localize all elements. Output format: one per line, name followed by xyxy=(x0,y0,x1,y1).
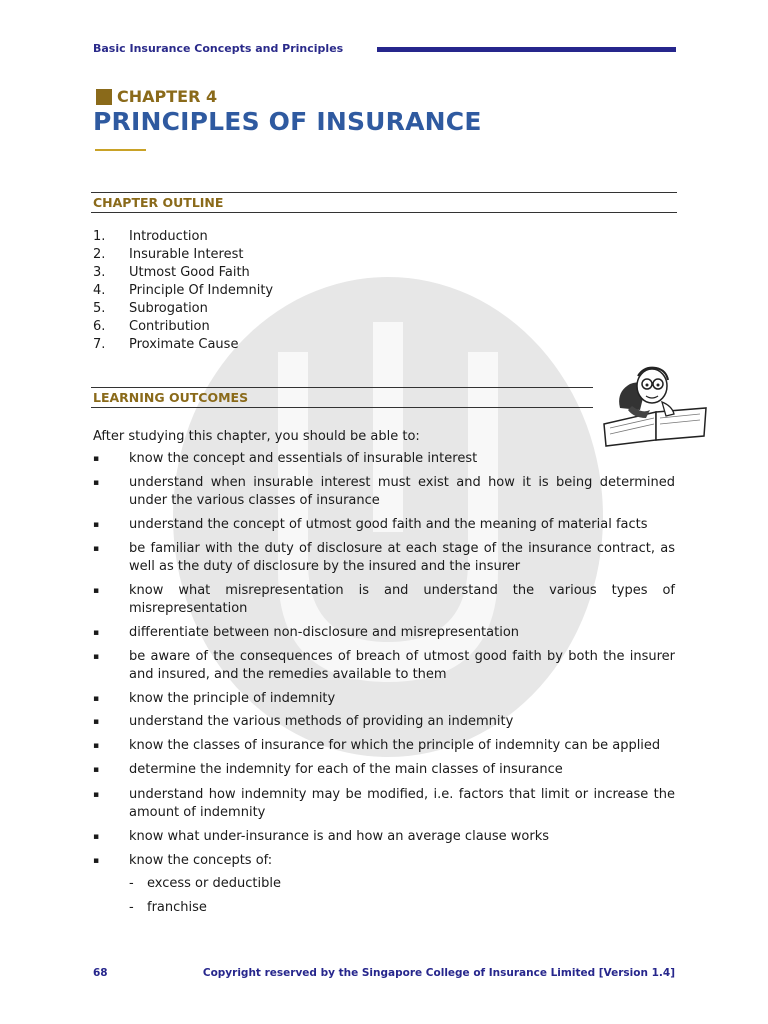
outcomes-top-rule xyxy=(91,387,593,388)
outcome-text: understand the various methods of providing an indemnity xyxy=(129,714,514,729)
bullet-icon: ▪ xyxy=(93,478,100,488)
outline-bottom-rule xyxy=(91,212,677,213)
outcome-text: understand how indemnity may be modified, i.e. factors that limit or increase the amount of indemnity xyxy=(129,787,675,820)
sub-item-text: excess or deductible xyxy=(147,876,281,891)
outcomes-heading: LEARNING OUTCOMES xyxy=(93,390,249,405)
outline-number: 2. xyxy=(93,247,106,262)
bullet-icon: ▪ xyxy=(93,652,100,662)
bullet-icon: ▪ xyxy=(93,717,100,727)
chapter-label: CHAPTER 4 xyxy=(117,87,218,106)
bullet-icon: ▪ xyxy=(93,856,100,866)
outline-item: Proximate Cause xyxy=(129,337,239,352)
copyright-notice: Copyright reserved by the Singapore College of Insurance Limited [Version 1.4] xyxy=(202,967,675,979)
chapter-title: PRINCIPLES OF INSURANCE xyxy=(93,107,482,136)
outline-item: Utmost Good Faith xyxy=(129,265,250,280)
outcome-text: understand the concept of utmost good faith and the meaning of material facts xyxy=(129,517,648,532)
page-number: 68 xyxy=(93,967,108,979)
outcome-text: know the concepts of: xyxy=(129,853,273,868)
bullet-icon: ▪ xyxy=(93,741,100,751)
reading-professor-illustration xyxy=(600,362,710,448)
outcome-text: know the classes of insurance for which the principle of indemnity can be applied xyxy=(129,738,661,753)
outline-number: 4. xyxy=(93,283,106,298)
outcome-text: know what misrepresentation is and understand the various types of misrepresentation xyxy=(129,583,675,616)
outcome-text: know what under-insurance is and how an average clause works xyxy=(129,829,550,844)
outcomes-intro: After studying this chapter, you should be able to: xyxy=(93,429,420,444)
dash-marker: - xyxy=(129,876,134,891)
outline-number: 3. xyxy=(93,265,106,280)
outline-number: 1. xyxy=(93,229,106,244)
outcome-text: be familiar with the duty of disclosure at each stage of the insurance contract, as well as the duty of disclosure by the insured and the insurer xyxy=(129,541,675,574)
running-header: Basic Insurance Concepts and Principles xyxy=(93,42,344,55)
bullet-icon: ▪ xyxy=(93,694,100,704)
bullet-icon: ▪ xyxy=(93,454,100,464)
chapter-square-icon xyxy=(96,89,112,105)
bullet-icon: ▪ xyxy=(93,520,100,530)
outline-heading: CHAPTER OUTLINE xyxy=(93,195,224,210)
bullet-icon: ▪ xyxy=(93,765,100,775)
outcome-text: know the concept and essentials of insurable interest xyxy=(129,451,478,466)
outcome-text: know the principle of indemnity xyxy=(129,691,336,706)
outline-number: 6. xyxy=(93,319,106,334)
outcome-text: differentiate between non-disclosure and misrepresentation xyxy=(129,625,520,640)
outline-item: Principle Of Indemnity xyxy=(129,283,274,298)
sub-item-text: franchise xyxy=(147,900,207,915)
bullet-icon: ▪ xyxy=(93,628,100,638)
outcome-text: be aware of the consequences of breach of utmost good faith by both the insurer and insured, and the remedies available to them xyxy=(129,649,675,682)
outline-number: 5. xyxy=(93,301,106,316)
title-underline xyxy=(95,149,146,151)
dash-marker: - xyxy=(129,900,134,915)
bullet-icon: ▪ xyxy=(93,790,100,800)
bullet-icon: ▪ xyxy=(93,832,100,842)
outline-top-rule xyxy=(91,192,677,193)
outline-item: Contribution xyxy=(129,319,210,334)
bullet-icon: ▪ xyxy=(93,586,100,596)
outline-item: Subrogation xyxy=(129,301,208,316)
outcome-text: determine the indemnity for each of the main classes of insurance xyxy=(129,762,563,777)
header-rule xyxy=(377,47,676,52)
outline-item: Insurable Interest xyxy=(129,247,244,262)
outcomes-bottom-rule xyxy=(91,407,593,408)
outline-number: 7. xyxy=(93,337,106,352)
bullet-icon: ▪ xyxy=(93,544,100,554)
outline-item: Introduction xyxy=(129,229,208,244)
outcome-text: understand when insurable interest must exist and how it is being determined under the various classes of insurance xyxy=(129,475,675,508)
